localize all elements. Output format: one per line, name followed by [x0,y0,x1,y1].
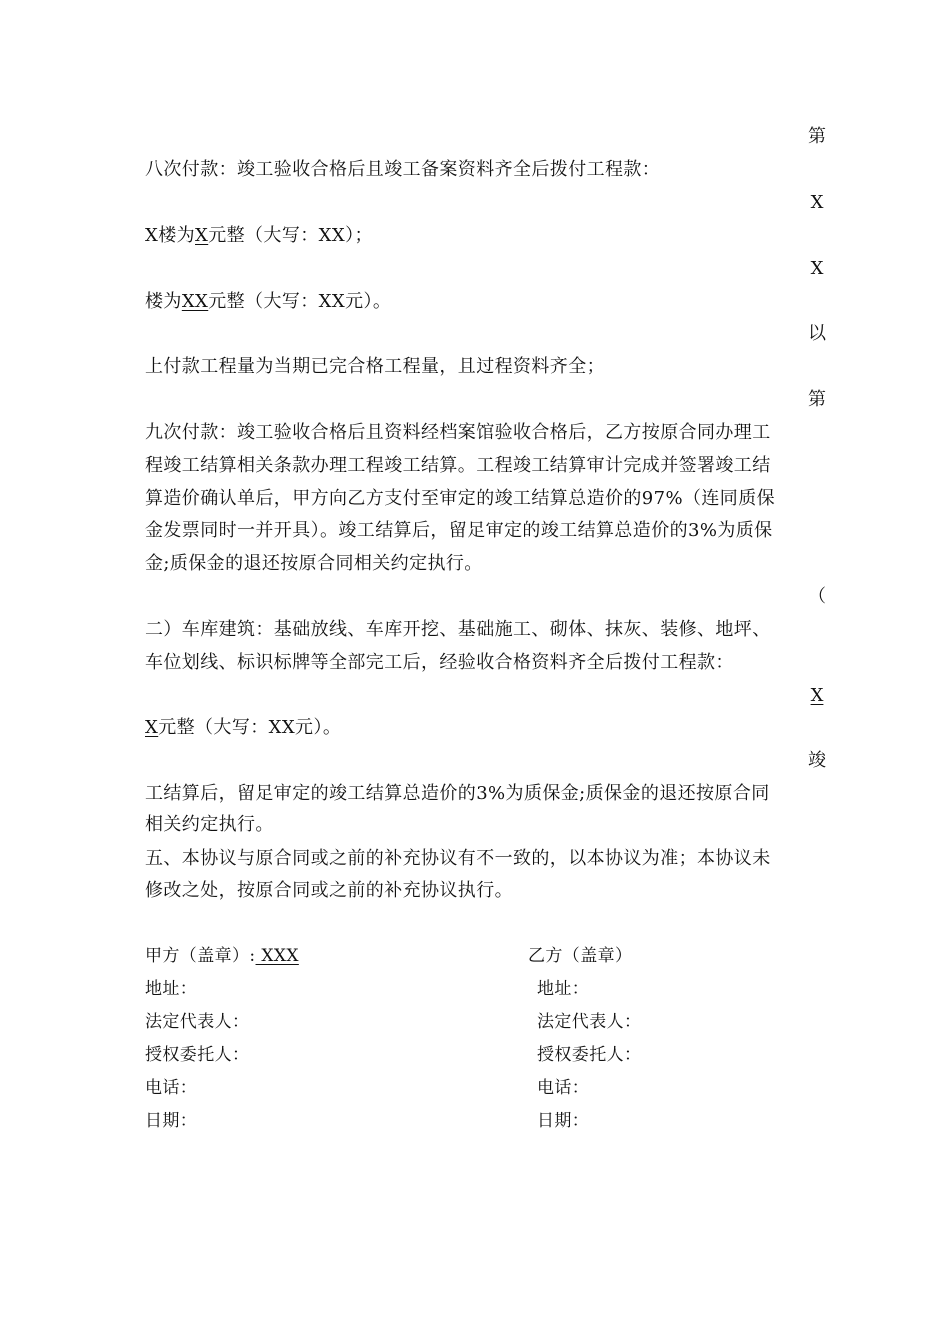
party-a-label: 甲方（盖章）: [145,946,256,966]
paragraph-garage-line: 二）车库建筑：基础放线、车库开挖、基础施工、砌体、抹灰、装修、地坪、 [145,619,771,640]
text-segment: 元整（大写：XX元）。 [208,291,392,312]
text-segment: X楼为 [145,225,196,246]
page-right-char: X [810,258,824,279]
party-a-legal-rep: 法定代表人： [145,1012,250,1032]
text-segment: 元整（大写：XX）； [208,225,373,246]
paragraph-garage-line: 车位划线、标识标牌等全部完工后，经验收合格资料齐全后拨付工程款： [145,652,734,673]
paragraph-clause-five-line: 修改之处，按原合同或之前的补充协议执行。 [145,880,513,901]
party-a-seal [145,945,299,967]
paragraph-garage-amount [145,717,341,739]
amount-blank: X [195,225,209,246]
paragraph-ninth-payment-line: 金;质保金的退还按原合同相关约定执行。 [145,553,483,574]
party-b-phone: 电话： [537,1078,590,1098]
page-right-char: 以 [808,323,826,344]
page-right-char: 竣 [808,750,826,771]
paragraph-ninth-payment-line: 金发票同时一并开具）。竣工结算后，留足审定的竣工结算总造价的3%为质保 [145,520,773,541]
text-segment: 楼为 [145,291,182,312]
amount-blank: XX [181,291,209,312]
paragraph-building-amount-2 [145,291,391,313]
party-b-authorized: 授权委托人： [537,1045,642,1065]
page-right-char: 第 [808,126,826,147]
page-right-char: （ [808,586,826,607]
paragraph-building-amount-1 [145,225,373,247]
party-a-phone: 电话： [145,1078,198,1098]
page-right-char: 第 [808,389,826,410]
party-b-legal-rep: 法定代表人： [537,1012,642,1032]
text-segment: 元整（大写：XX元）。 [158,717,342,738]
page-right-char: X [810,685,824,706]
party-a-value: XXX [255,946,299,966]
paragraph-payment-condition: 上付款工程量为当期已完合格工程量，且过程资料齐全； [145,356,605,377]
paragraph-settlement-line: 工结算后，留足审定的竣工结算总造价的3%为质保金;质保金的退还按原合同 [145,783,770,804]
party-a-address: 地址： [145,979,198,999]
party-b-address: 地址： [537,979,590,999]
party-a-authorized: 授权委托人： [145,1045,250,1065]
paragraph-clause-five-line: 五、本协议与原合同或之前的补充协议有不一致的，以本协议为准；本协议未 [145,848,771,869]
page-right-char: X [810,192,824,213]
paragraph-ninth-payment-line: 程竣工结算相关条款办理工程竣工结算。工程竣工结算审计完成并签署竣工结 [145,455,771,476]
paragraph-settlement-line: 相关约定执行。 [145,814,274,835]
paragraph-ninth-payment-line: 算造价确认单后，甲方向乙方支付至审定的竣工结算总造价的97%（连同质保 [145,488,776,509]
amount-blank: X [145,717,159,738]
party-b-date: 日期： [537,1111,590,1131]
paragraph-eighth-payment: 八次付款：竣工验收合格后且竣工备案资料齐全后拨付工程款： [145,159,661,180]
paragraph-ninth-payment-line: 九次付款：竣工验收合格后且资料经档案馆验收合格后，乙方按原合同办理工 [145,422,771,443]
party-b-seal: 乙方（盖章） [528,946,633,966]
party-a-date: 日期： [145,1111,198,1131]
